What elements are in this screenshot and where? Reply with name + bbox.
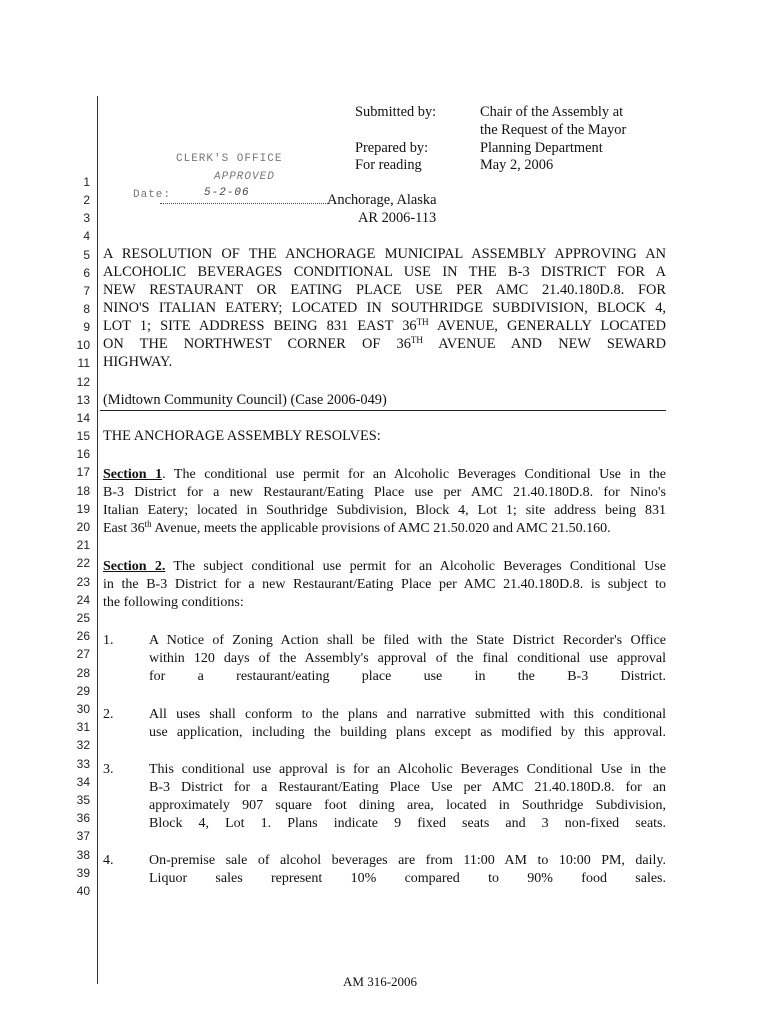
- section-1-line-4: East 36th Avenue, meets the applicable provisions of AMC 21.50.020 and AMC 21.50.160.: [103, 519, 611, 536]
- submitted-by-value-2: the Request of the Mayor: [480, 122, 627, 138]
- title-line-4: NINO'S ITALIAN EATERY; LOCATED IN SOUTHRIDGE SUBDIVISION, BLOCK 4,: [103, 300, 666, 316]
- section-2-line-3: the following conditions:: [103, 595, 244, 610]
- for-reading-label: For reading: [355, 157, 422, 173]
- line-number: 2: [83, 193, 90, 207]
- title-line-1: A RESOLUTION OF THE ANCHORAGE MUNICIPAL ASSEMBLY APPROVING AN: [103, 246, 666, 262]
- prepared-by-label: Prepared by:: [355, 140, 429, 156]
- stamp-approved: APPROVED: [214, 171, 275, 183]
- line-number: 28: [76, 666, 90, 680]
- submitted-by-label: Submitted by:: [355, 104, 437, 120]
- line-number: 30: [76, 702, 90, 716]
- line-number: 1: [83, 175, 90, 189]
- clerk-office-stamp: CLERK'S OFFICE: [176, 153, 283, 165]
- line-number: 40: [76, 884, 90, 898]
- condition-3-number: 3.: [103, 762, 114, 777]
- council-case-line: (Midtown Community Council) (Case 2006-049): [103, 392, 387, 408]
- footer-document-number: AM 316-2006: [343, 974, 418, 989]
- condition-3-line-3: approximately 907 square foot dining area, located in Southridge Subdivision,: [149, 798, 666, 813]
- condition-2-number: 2.: [103, 707, 114, 722]
- stamp-date-label: Date:: [133, 189, 172, 201]
- section-1-line-3: Italian Eatery; located in Southridge Subdivision, Block 4, Lot 1; site address being 831: [103, 503, 666, 518]
- section-2-line-2: in the B-3 District for a new Restaurant/Eating Place per AMC 21.40.180D.8. is subject to: [103, 577, 666, 592]
- line-number: 24: [76, 593, 90, 607]
- submitted-by-value-1: Chair of the Assembly at: [480, 104, 624, 120]
- margin-rule: [97, 96, 98, 984]
- line-number: 19: [76, 502, 90, 516]
- location: Anchorage, Alaska: [327, 192, 437, 208]
- stamp-dotted-line: [160, 203, 328, 205]
- line-number: 39: [76, 866, 90, 880]
- title-line-7: HIGHWAY.: [103, 354, 173, 370]
- line-number: 8: [83, 302, 90, 316]
- line-number: 6: [83, 266, 90, 280]
- line-number: 18: [76, 484, 90, 498]
- section-2-line-1: Section 2. The subject conditional use permit for an Alcoholic Beverages Conditional Use: [103, 559, 666, 574]
- condition-3-line-2: B-3 District for a Restaurant/Eating Place Use per AMC 21.40.180D.8. for an: [149, 780, 666, 795]
- line-number: 20: [76, 520, 90, 534]
- for-reading-value: May 2, 2006: [480, 157, 554, 173]
- council-rule: [100, 410, 666, 411]
- line-number: 3: [83, 211, 90, 225]
- line-number: 13: [76, 393, 90, 407]
- section-1-line-1: Section 1. The conditional use permit for an Alcoholic Beverages Conditional Use in the: [103, 467, 667, 482]
- condition-1-line-3: for a restaurant/eating place use in the B-3 District.: [149, 669, 666, 684]
- line-number: 12: [76, 375, 90, 389]
- title-line-2: ALCOHOLIC BEVERAGES CONDITIONAL USE IN THE B-3 DISTRICT FOR A: [103, 264, 666, 280]
- line-number: 37: [76, 829, 90, 843]
- condition-2-line-2: use application, including the building plans except as modified by this approval.: [149, 725, 666, 740]
- condition-1-number: 1.: [103, 633, 114, 648]
- line-number: 38: [76, 848, 90, 862]
- line-number: 29: [76, 684, 90, 698]
- ar-number: AR 2006-113: [358, 210, 437, 226]
- line-number: 26: [76, 629, 90, 643]
- line-number: 21: [76, 538, 90, 552]
- line-number: 31: [76, 720, 90, 734]
- line-number: 15: [76, 429, 90, 443]
- condition-1-line-2: within 120 days of the Assembly's approval of the final conditional use approval: [149, 651, 666, 666]
- stamp-date-value: 5-2-06: [204, 187, 250, 199]
- line-number: 23: [76, 575, 90, 589]
- title-line-6: ON THE NORTHWEST CORNER OF 36TH AVENUE AND NEW SEWARD: [103, 335, 666, 352]
- line-number: 27: [76, 647, 90, 661]
- line-number: 14: [76, 411, 90, 425]
- line-number: 34: [76, 775, 90, 789]
- resolves-heading: THE ANCHORAGE ASSEMBLY RESOLVES:: [103, 428, 381, 444]
- title-line-3: NEW RESTAURANT OR EATING PLACE USE PER AMC 21.40.180D.8. FOR: [103, 282, 666, 298]
- line-number: 11: [77, 356, 90, 370]
- line-number: 9: [83, 320, 90, 334]
- section-1-line-2: B-3 District for a new Restaurant/Eating Place use per AMC 21.40.180D.8. for Nino's: [103, 485, 666, 500]
- condition-4-number: 4.: [103, 853, 114, 868]
- line-number: 17: [76, 465, 90, 479]
- line-number: 35: [76, 793, 90, 807]
- condition-3-line-1: This conditional use approval is for an Alcoholic Beverages Conditional Use in the: [149, 762, 666, 777]
- line-number: 7: [83, 284, 90, 298]
- line-number: 33: [76, 757, 90, 771]
- prepared-by-value: Planning Department: [480, 140, 603, 156]
- line-number: 4: [83, 229, 90, 243]
- line-number: 5: [83, 248, 90, 262]
- condition-1-line-1: A Notice of Zoning Action shall be filed with the State District Recorder's Office: [149, 633, 666, 648]
- condition-4-line-1: On-premise sale of alcohol beverages are from 11:00 AM to 10:00 PM, daily.: [149, 853, 666, 868]
- title-line-5: LOT 1; SITE ADDRESS BEING 831 EAST 36TH AVENUE, GENERALLY LOCATED: [103, 317, 667, 334]
- line-number: 25: [76, 611, 90, 625]
- line-number: 16: [76, 447, 90, 461]
- condition-3-line-4: Block 4, Lot 1. Plans indicate 9 fixed seats and 3 non-fixed seats.: [149, 816, 666, 831]
- condition-2-line-1: All uses shall conform to the plans and narrative submitted with this conditional: [149, 707, 666, 722]
- condition-4-line-2: Liquor sales represent 10% compared to 90% food sales.: [149, 871, 666, 886]
- line-number: 22: [76, 556, 90, 570]
- line-number: 32: [76, 738, 90, 752]
- line-number: 10: [76, 338, 90, 352]
- line-number: 36: [76, 811, 90, 825]
